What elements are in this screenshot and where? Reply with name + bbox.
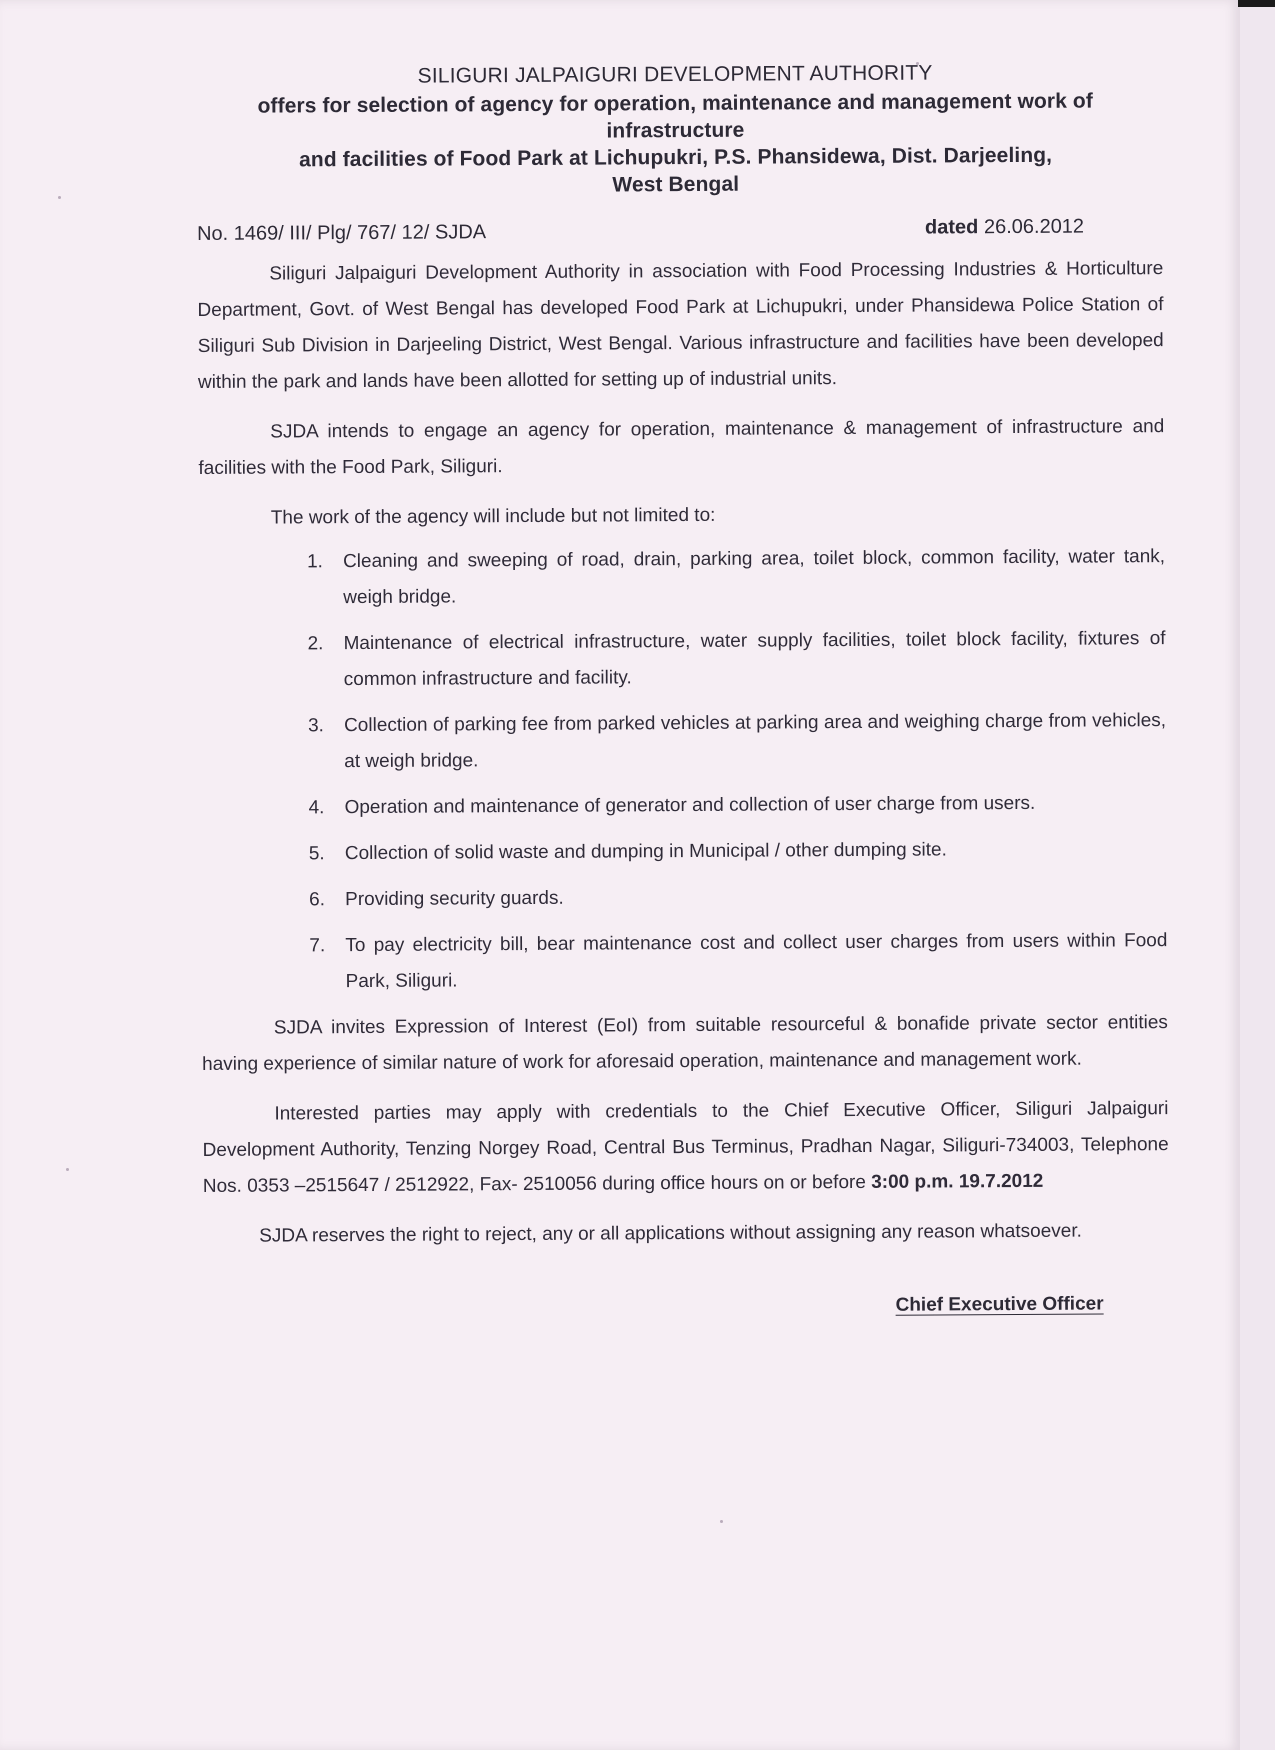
scan-speck bbox=[66, 1168, 69, 1171]
scan-corner-mark bbox=[1238, 0, 1275, 7]
list-item-number: 6. bbox=[309, 889, 326, 911]
list-item-number: 1. bbox=[306, 551, 323, 573]
list-item-text: Maintenance of electrical infrastructure, water supply facilities, toilet block facility, fixtures of common infrastructure and facility. bbox=[343, 628, 1166, 691]
intro-paragraph: Siliguri Jalpaiguri Development Authority in association with Food Processing Industries & Horticulture Department, Govt. of West Bengal has developed Food Park at Lichupukri, under Phansidewa Police Station of Siliguri Sub Division in Darjeeling District, West Bengal. Various infrastructure and facilities have been developed within the park and lands have been allotted for setting up of industrial units. bbox=[197, 258, 1164, 393]
application-paragraph bbox=[202, 1091, 1169, 1205]
list-item bbox=[308, 785, 1166, 826]
notice-title-line: West Bengal bbox=[612, 172, 740, 197]
list-item bbox=[309, 923, 1167, 1000]
list-item-number: 7. bbox=[309, 935, 326, 957]
organization-name: SILIGURI JALPAIGURI DEVELOPMENT AUTHORITY bbox=[417, 61, 933, 88]
date-label: dated bbox=[924, 216, 979, 239]
list-item-number: 2. bbox=[307, 633, 324, 655]
reference-date: 26.06.2012 bbox=[983, 215, 1085, 239]
list-item-text: Collection of solid waste and dumping in Municipal / other dumping site. bbox=[344, 839, 947, 865]
list-item-text: Providing security guards. bbox=[345, 887, 564, 911]
list-item-text: Operation and maintenance of generator and collection of user charge from users. bbox=[344, 792, 1036, 819]
list-item bbox=[307, 539, 1165, 616]
list-item bbox=[307, 621, 1165, 698]
document-heading bbox=[188, 57, 1163, 201]
list-item bbox=[309, 831, 1167, 872]
list-item-text: To pay electricity bill, bear maintenance cost and collect user charges from users within Food Park, Siliguri. bbox=[345, 930, 1168, 993]
list-item bbox=[309, 877, 1167, 918]
list-item-text: Collection of parking fee from parked vehicles at parking area and weighing charge from vehicles, at weigh bridge. bbox=[343, 710, 1167, 773]
reference-line bbox=[197, 217, 1163, 253]
reservation-paragraph: SJDA reserves the right to reject, any or all applications without assigning any reason whatsoever. bbox=[259, 1220, 1082, 1247]
intent-paragraph: SJDA intends to engage an agency for operation, maintenance & management of infrastructure and facilities with the Food Park, Siliguri. bbox=[198, 416, 1165, 479]
scan-speck bbox=[720, 1520, 723, 1523]
document-body bbox=[196, 57, 1170, 1321]
notice-title-line: offers for selection of agency for operation, maintenance and management work of infrastructure bbox=[257, 89, 1093, 143]
list-item-number: 5. bbox=[308, 843, 325, 865]
scan-speck bbox=[58, 196, 61, 199]
scope-intro: The work of the agency will include but not limited to: bbox=[270, 504, 716, 529]
reference-date-block bbox=[925, 216, 1084, 240]
list-item-number: 4. bbox=[308, 797, 325, 819]
signatory-title: Chief Executive Officer bbox=[895, 1293, 1104, 1316]
list-item-number: 3. bbox=[307, 715, 324, 737]
list-item-text: Cleaning and sweeping of road, drain, parking area, toilet block, common facility, water tank, weigh bridge. bbox=[342, 546, 1166, 609]
notice-title-line: and facilities of Food Park at Lichupukri, P.S. Phansidewa, Dist. Darjeeling, bbox=[299, 143, 1053, 172]
application-text: Interested parties may apply with credentials to the Chief Executive Officer, Siliguri Jalpaiguri Development Authority, Tenzing Norgey Road, Central Bus Terminus, Pradhan Nagar, Siliguri-734003, Telephone Nos. 0353 –2515647 / 2512922, Fax- 2510056 during office hours on or before bbox=[202, 1098, 1169, 1197]
reference-number: No. 1469/ III/ Plg/ 767/ 12/ SJDA bbox=[196, 221, 487, 245]
eoi-paragraph: SJDA invites Expression of Interest (EoI) from suitable resourceful & bonafide private sector entities having experience of similar nature of work for aforesaid operation, maintenance and management work. bbox=[202, 1012, 1168, 1075]
signature-block bbox=[204, 1293, 1170, 1321]
deadline-text: 3:00 p.m. 19.7.2012 bbox=[871, 1170, 1044, 1193]
scan-margin bbox=[1240, 0, 1275, 1750]
list-item bbox=[308, 703, 1166, 780]
work-items-list bbox=[307, 539, 1168, 1000]
